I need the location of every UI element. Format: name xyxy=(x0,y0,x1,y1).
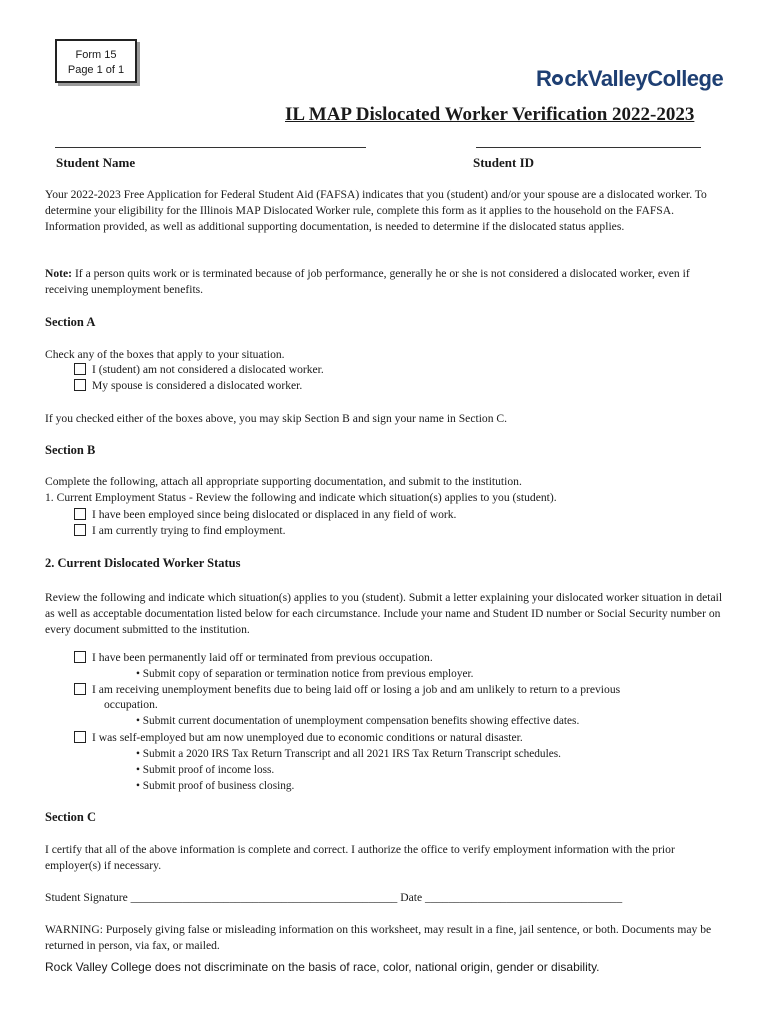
form-number-box xyxy=(55,39,137,83)
page-number: Page 1 of 1 xyxy=(67,64,125,76)
section-c-heading: Section C xyxy=(45,810,97,824)
student-name-label: Student Name xyxy=(56,155,136,170)
checkbox[interactable] xyxy=(74,731,86,743)
employment-option[interactable]: I have been employed since being dislocated or displaced in any field of work. xyxy=(74,507,456,523)
dislocated-option-self-employed[interactable]: I was self-employed but am now unemployed due to economic conditions or natural disaster. xyxy=(74,730,523,746)
warning-text: WARNING: Purposely giving false or misleading information on this worksheet, may result in a fine, jail sentence, or both. Documents may be returned in person, via fax, or mailed. xyxy=(45,923,712,953)
section-b-heading: Section B xyxy=(45,443,96,457)
checkbox[interactable] xyxy=(74,651,86,663)
checkbox[interactable] xyxy=(74,683,86,695)
section-a-skip-note: If you checked either of the boxes above, you may skip Section B and sign your name in Section C. xyxy=(45,412,508,425)
bullet-item: • Submit proof of income loss. xyxy=(136,764,275,776)
student-id-line[interactable] xyxy=(476,147,701,148)
section-a-option[interactable]: My spouse is considered a dislocated worker. xyxy=(74,378,302,394)
dislocated-option-laid-off[interactable]: I have been permanently laid off or terminated from previous occupation. xyxy=(74,650,433,666)
date-label: Date xyxy=(400,891,423,904)
date-field[interactable]: __________________________________ xyxy=(425,891,623,904)
checkbox[interactable] xyxy=(74,363,86,375)
logo-ring-icon xyxy=(552,74,563,85)
section-a-option[interactable]: I (student) am not considered a dislocated worker. xyxy=(74,362,324,378)
bullet-item: • Submit copy of separation or termination notice from previous employer. xyxy=(136,668,474,680)
bullet-item: • Submit a 2020 IRS Tax Return Transcript and all 2021 IRS Tax Return Transcript schedules. xyxy=(136,748,561,760)
section-a-instruction: Check any of the boxes that apply to your situation. xyxy=(45,348,285,361)
bullet-item: • Submit proof of business closing. xyxy=(136,780,295,792)
signature-label: Student Signature xyxy=(45,891,128,904)
section-a-heading: Section A xyxy=(45,315,96,329)
certification-text: I certify that all of the above information is complete and correct. I authorize the office to verify employment information with the prior employer(s) if necessary. xyxy=(45,843,675,873)
checkbox[interactable] xyxy=(74,508,86,520)
form-number: Form 15 xyxy=(75,49,117,61)
dislocated-option-unemployment[interactable]: I am receiving unemployment benefits due to being laid off or losing a job and am unlikely to return to a previous xyxy=(74,682,620,698)
dislocated-status-text: Review the following and indicate which situation(s) applies to you (student). Submit a letter explaining your dislocated worker situation in detail as well as acceptable documentation listed below for each circumstance. Include your name and Student ID number or Social Security number on every document submitted to the institution. xyxy=(45,591,723,637)
signature-field[interactable]: ______________________________________________ xyxy=(130,891,398,904)
student-id-label: Student ID xyxy=(473,155,535,170)
page-title: IL MAP Dislocated Worker Verification 2022-2023 xyxy=(285,104,695,125)
employment-option[interactable]: I am currently trying to find employment. xyxy=(74,523,286,539)
employment-status-item: 1. Current Employment Status - Review the following and indicate which situation(s) applies to you (student). xyxy=(45,491,557,504)
bullet-item: • Submit current documentation of unemployment compensation benefits showing effective dates. xyxy=(136,715,580,727)
note-paragraph: Note: If a person quits work or is terminated because of job performance, generally he or she is not considered a dislocated worker, even if receiving unemployment benefits. xyxy=(45,267,690,297)
nondiscrimination-footer: Rock Valley College does not discriminate on the basis of race, color, national origin, gender or disability. xyxy=(45,960,600,974)
checkbox[interactable] xyxy=(74,524,86,536)
signature-row xyxy=(45,890,622,906)
intro-paragraph: Your 2022-2023 Free Application for Federal Student Aid (FAFSA) indicates that you (student) and/or your spouse are a dislocated worker. To determine your eligibility for the Illinois MAP Dislocated Worker rule, complete this form as it applies to the household on the FAFSA. Information provided, as well as additional supporting documentation, is needed to determine if the dislocated status applies. xyxy=(45,188,707,234)
option-continuation: occupation. xyxy=(104,698,158,711)
checkbox[interactable] xyxy=(74,379,86,391)
dislocated-status-heading: 2. Current Dislocated Worker Status xyxy=(45,556,241,570)
student-name-line[interactable] xyxy=(55,147,366,148)
college-logo: R ckValleyCollege xyxy=(536,66,724,91)
section-b-instruction: Complete the following, attach all appropriate supporting documentation, and submit to the institution. xyxy=(45,475,522,488)
note-label: Note: xyxy=(45,267,73,280)
